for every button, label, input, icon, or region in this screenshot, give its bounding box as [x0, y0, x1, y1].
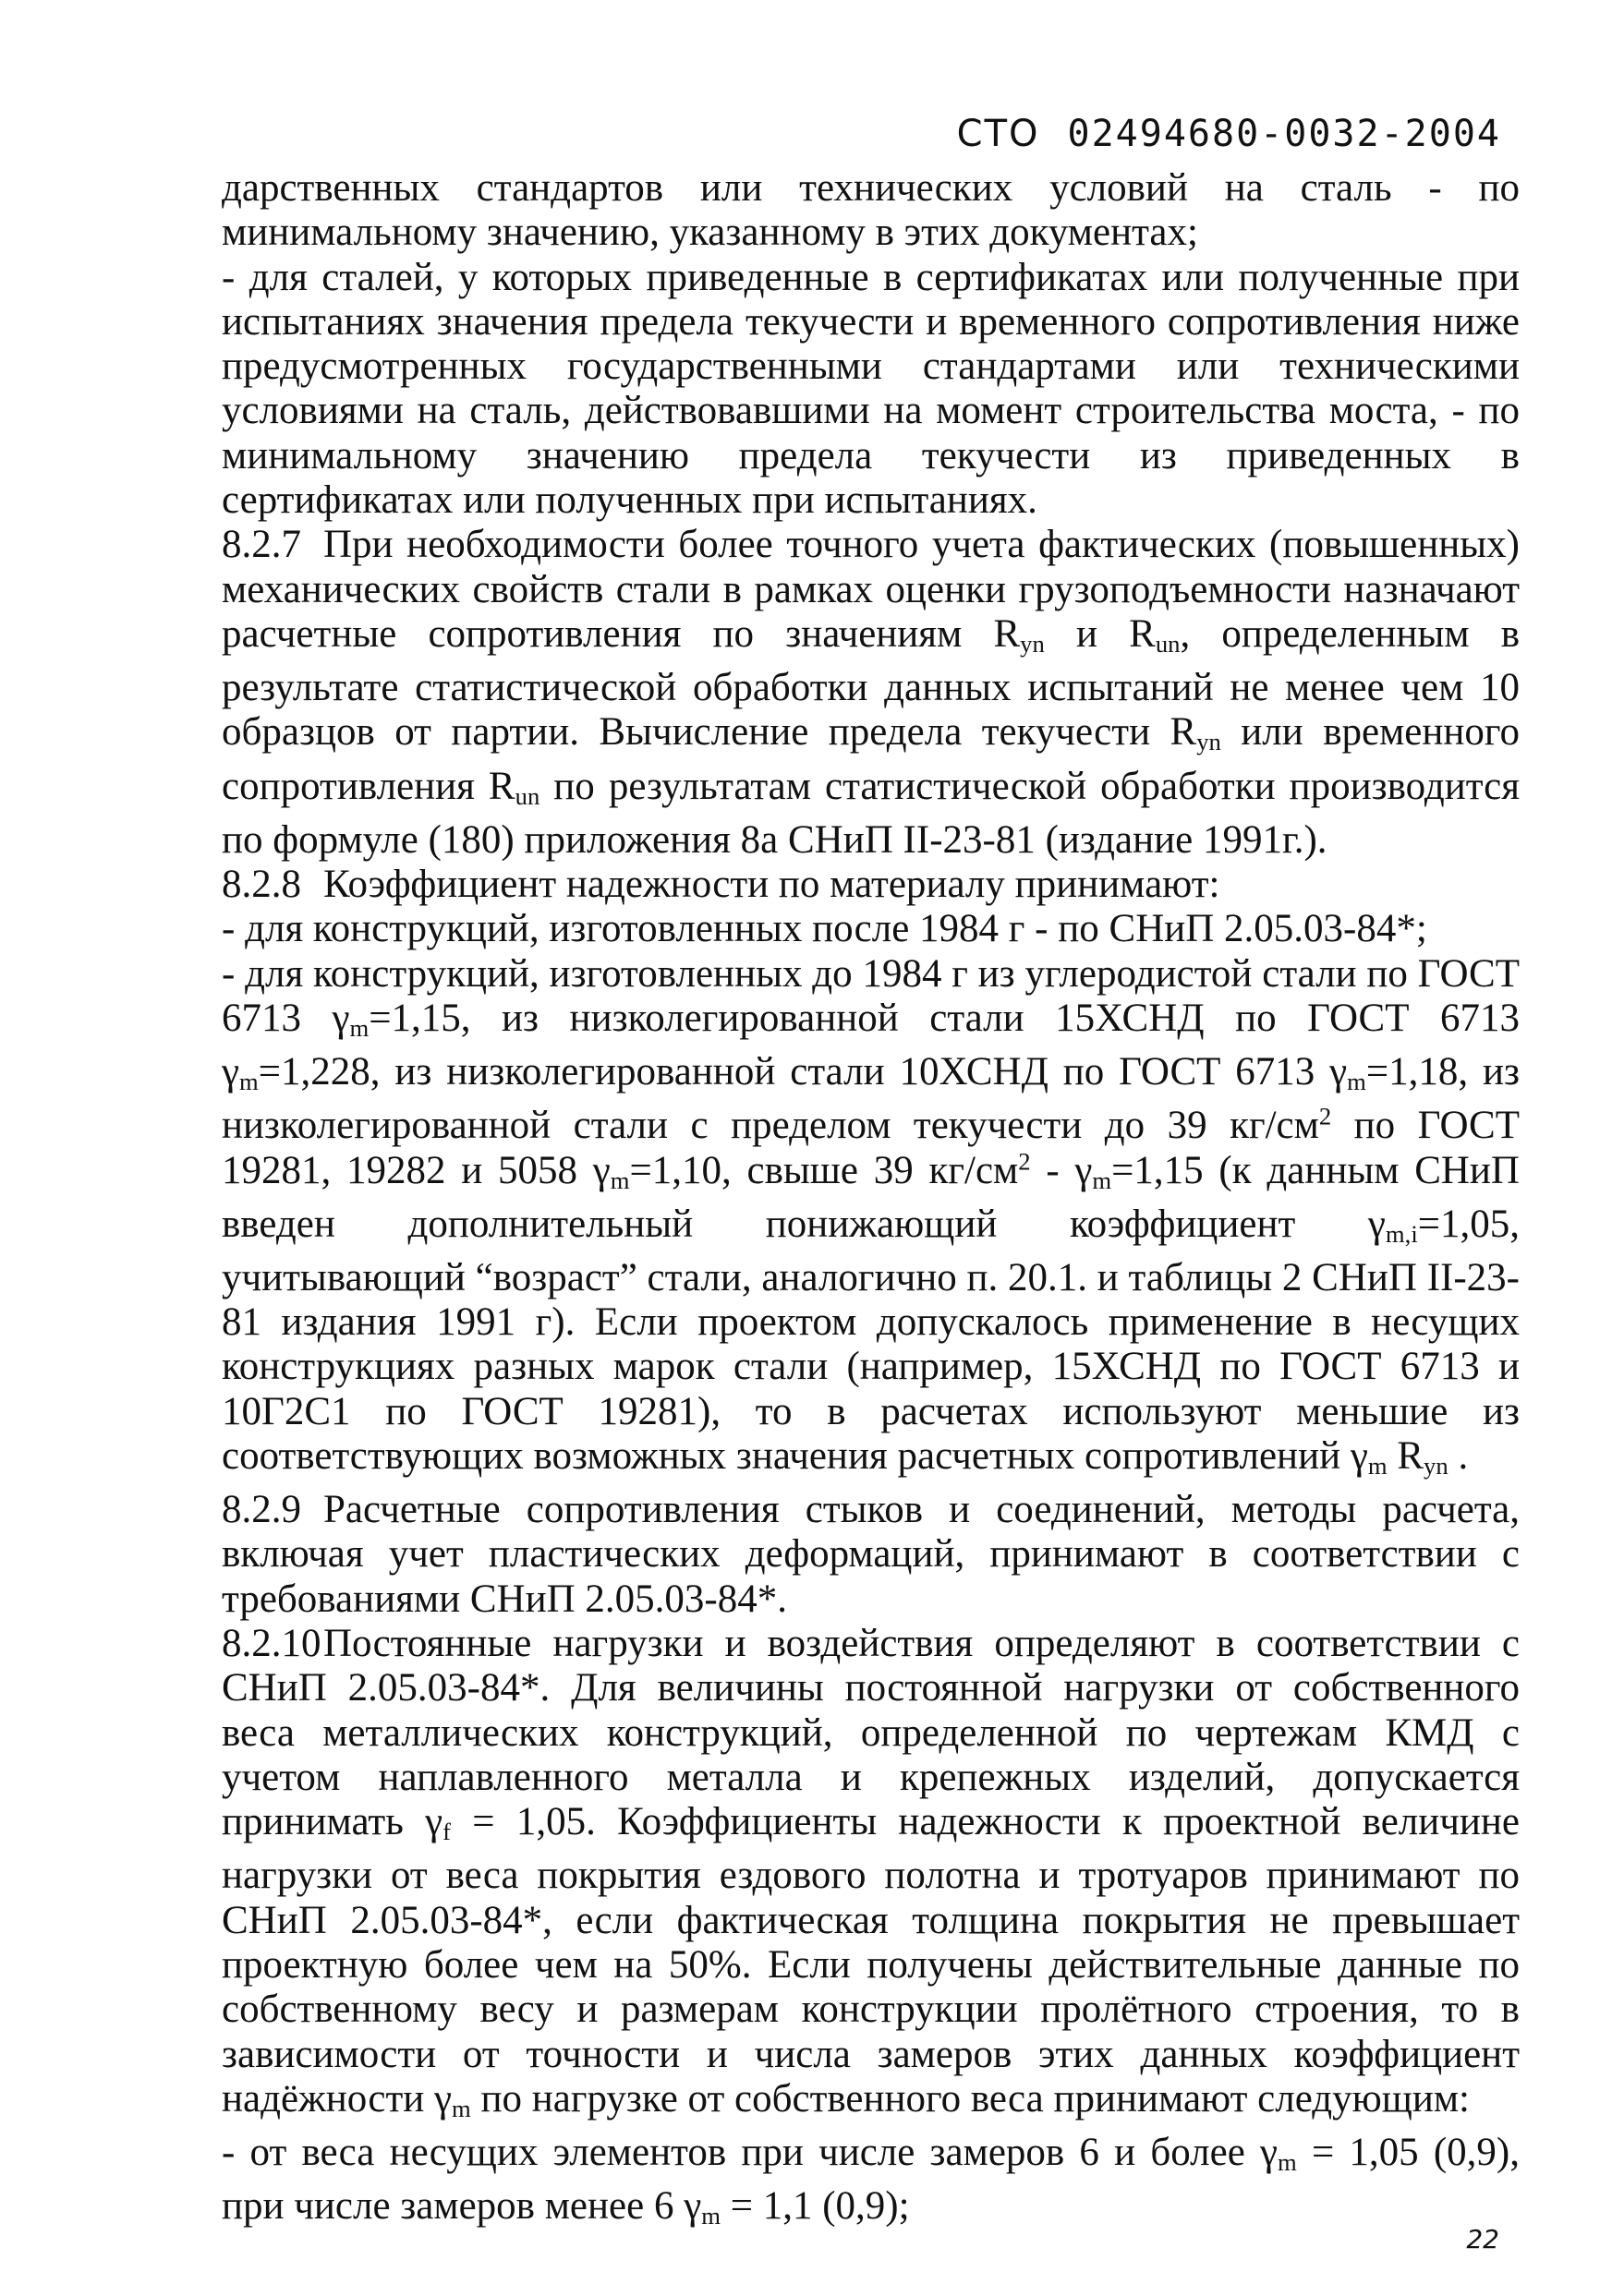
clause-text: Расчетные сопротивления стыков и соединений, методы расчета, включая учет пластических деформаций, принимают в соответствии с требованиями СНиП 2.05.03-84*.: [222, 1488, 1520, 1621]
subscript: un: [515, 781, 540, 810]
subscript: m: [349, 1013, 370, 1042]
superscript: 2: [1018, 1146, 1031, 1175]
page-number: 22: [1466, 2224, 1499, 2254]
subscript: m: [1092, 1166, 1112, 1194]
clause-text: Коэффициент надежности по материалу принимают:: [323, 863, 1220, 907]
clause-text: =1,18, из низколегированной стали с пределом текучести до 39 кг/см: [222, 1050, 1521, 1148]
clause-text: Постоянные нагрузки и воздействия определяют в соответствии с СНиП 2.05.03-84*. Для величины постоянной нагрузки от собственного веса металлических конструкций, определенной по чертежам КМД с учетом наплавленного металла и крепежных изделий, допускается принимать γ: [222, 1622, 1520, 1844]
clause-text: =1,228, из низколегированной стали 10ХСНД по ГОСТ 6713 γ: [258, 1050, 1348, 1094]
paragraph-steels-clause: - для сталей, у которых приведенные в сертификатах или полученные при испытаниях значения предела текучести и временного сопротивления ниже предусмотренных государственными стандартами или техническими условиями на сталь, действовавшими на момент строительства моста, - по минимальному значению предела текучести из приведенных в сертификатах или полученных при испытаниях.: [222, 255, 1520, 523]
subscript: m: [1367, 1451, 1388, 1480]
subscript: m: [452, 2094, 471, 2122]
clause-8-2-7: [222, 523, 1520, 863]
subscript: m: [1347, 1067, 1366, 1095]
document-header: [957, 113, 1501, 155]
clause-text: =1,15, из низколегированной стали 15ХСНД по ГОСТ 6713 γ: [222, 996, 1520, 1094]
clause-text: по результатам статистической обработки производится по формуле (180) приложения 8а СНиП II-23-81 (издание 1991г.).: [222, 764, 1520, 862]
clause-number: 8.2.7: [222, 523, 301, 567]
clause-text: - для конструкций, изготовленных до 1984 г из углеродистой стали по ГОСТ 6713 γ: [222, 951, 1520, 1040]
subscript: m: [1278, 2147, 1297, 2176]
clause-text: = 1,05. Коэффициенты надежности к проектной величине нагрузки от веса покрытия ездового полотна и тротуаров принимают по СНиП 2.05.03-84*, если фактическая толщина покрытия не превышает проектную более чем на 50%. Если получены действительные данные по собственному весу и размерам конструкции пролётного строения, то в зависимости от точности и числа замеров этих данных коэффициент надёжности γ: [222, 1800, 1520, 2121]
subscript: yn: [1020, 629, 1045, 658]
header-prefix: СТО: [956, 113, 1040, 155]
clause-text: При необходимости более точного учета фактических (повышенных) механических свойств стали в рамках оценки грузоподъемности назначают расчетные сопротивления по значениям R: [222, 523, 1520, 656]
clause-text: по ГОСТ 19281, 19282 и 5058 γ: [222, 1104, 1520, 1192]
clause-text: или временного сопротивления R: [222, 710, 1520, 808]
clause-text: и R: [1044, 611, 1156, 656]
document-body: [222, 166, 1520, 2238]
clause-8-2-10: [222, 1622, 1520, 2131]
subscript: m: [701, 2202, 721, 2230]
subscript: un: [1155, 629, 1181, 658]
subscript: yn: [1424, 1451, 1448, 1480]
clause-8-2-8-item-1: - для конструкций, изготовленных после 1984 г - по СНиП 2.05.03-84*;: [222, 907, 1427, 951]
superscript: 2: [1318, 1102, 1332, 1130]
clause-8-2-8: [222, 863, 1520, 907]
clause-text: - от веса несущих элементов при числе замеров 6 и более γ: [222, 2131, 1278, 2175]
clause-number: 8.2.10: [222, 1622, 321, 1666]
clause-number: 8.2.8: [222, 863, 301, 907]
subscript: f: [442, 1818, 452, 1846]
clause-text: = 1,1 (0,9);: [720, 2184, 910, 2229]
clause-text: - γ: [1030, 1148, 1093, 1192]
clause-text: по нагрузке от собственного веса принимают следующим:: [470, 2076, 1470, 2121]
clause-text: R: [1387, 1434, 1424, 1479]
subscript: m: [610, 1166, 630, 1194]
subscript: m: [239, 1067, 259, 1095]
standard-code: 02494680-0032-2004: [1067, 113, 1501, 155]
subscript: yn: [1196, 728, 1221, 756]
clause-text: =1,05, учитывающий “возраст” стали, аналогично п. 20.1. и таблицы 2 СНиП II-23-81 издания 1991 г). Если проектом допускалось применение в несущих конструкциях разных марок стали (например, 15ХСНД по ГОСТ 6713 и 10Г2С1 по ГОСТ 19281), то в расчетах используют меньшие из соответствующих возможных значения расчетных сопротивлений γ: [222, 1202, 1520, 1479]
subscript: m,i: [1385, 1219, 1418, 1248]
clause-text: =1,10, свыше 39 кг/см: [629, 1148, 1019, 1192]
clause-text: =1,15 (к данным СНиП введен дополнительный понижающий коэффициент γ: [222, 1148, 1520, 1246]
clause-text: = 1,05 (0,9), при числе замеров менее 6 γ: [222, 2131, 1520, 2229]
paragraph-continuation: дарственных стандартов или технических условий на сталь - по минимальному значению, указанному в этих документах;: [222, 166, 1520, 255]
clause-text: , определенным в результате статистической обработки данных испытаний не менее чем 10 образцов от партии. Вычисление предела текучести R: [222, 611, 1521, 755]
clause-8-2-10-item-1: [222, 2131, 1520, 2238]
clause-number: 8.2.9: [222, 1488, 301, 1532]
clause-8-2-8-item-2: [222, 952, 1520, 1489]
clause-text: .: [1448, 1434, 1469, 1479]
clause-8-2-9: [222, 1488, 1520, 1622]
